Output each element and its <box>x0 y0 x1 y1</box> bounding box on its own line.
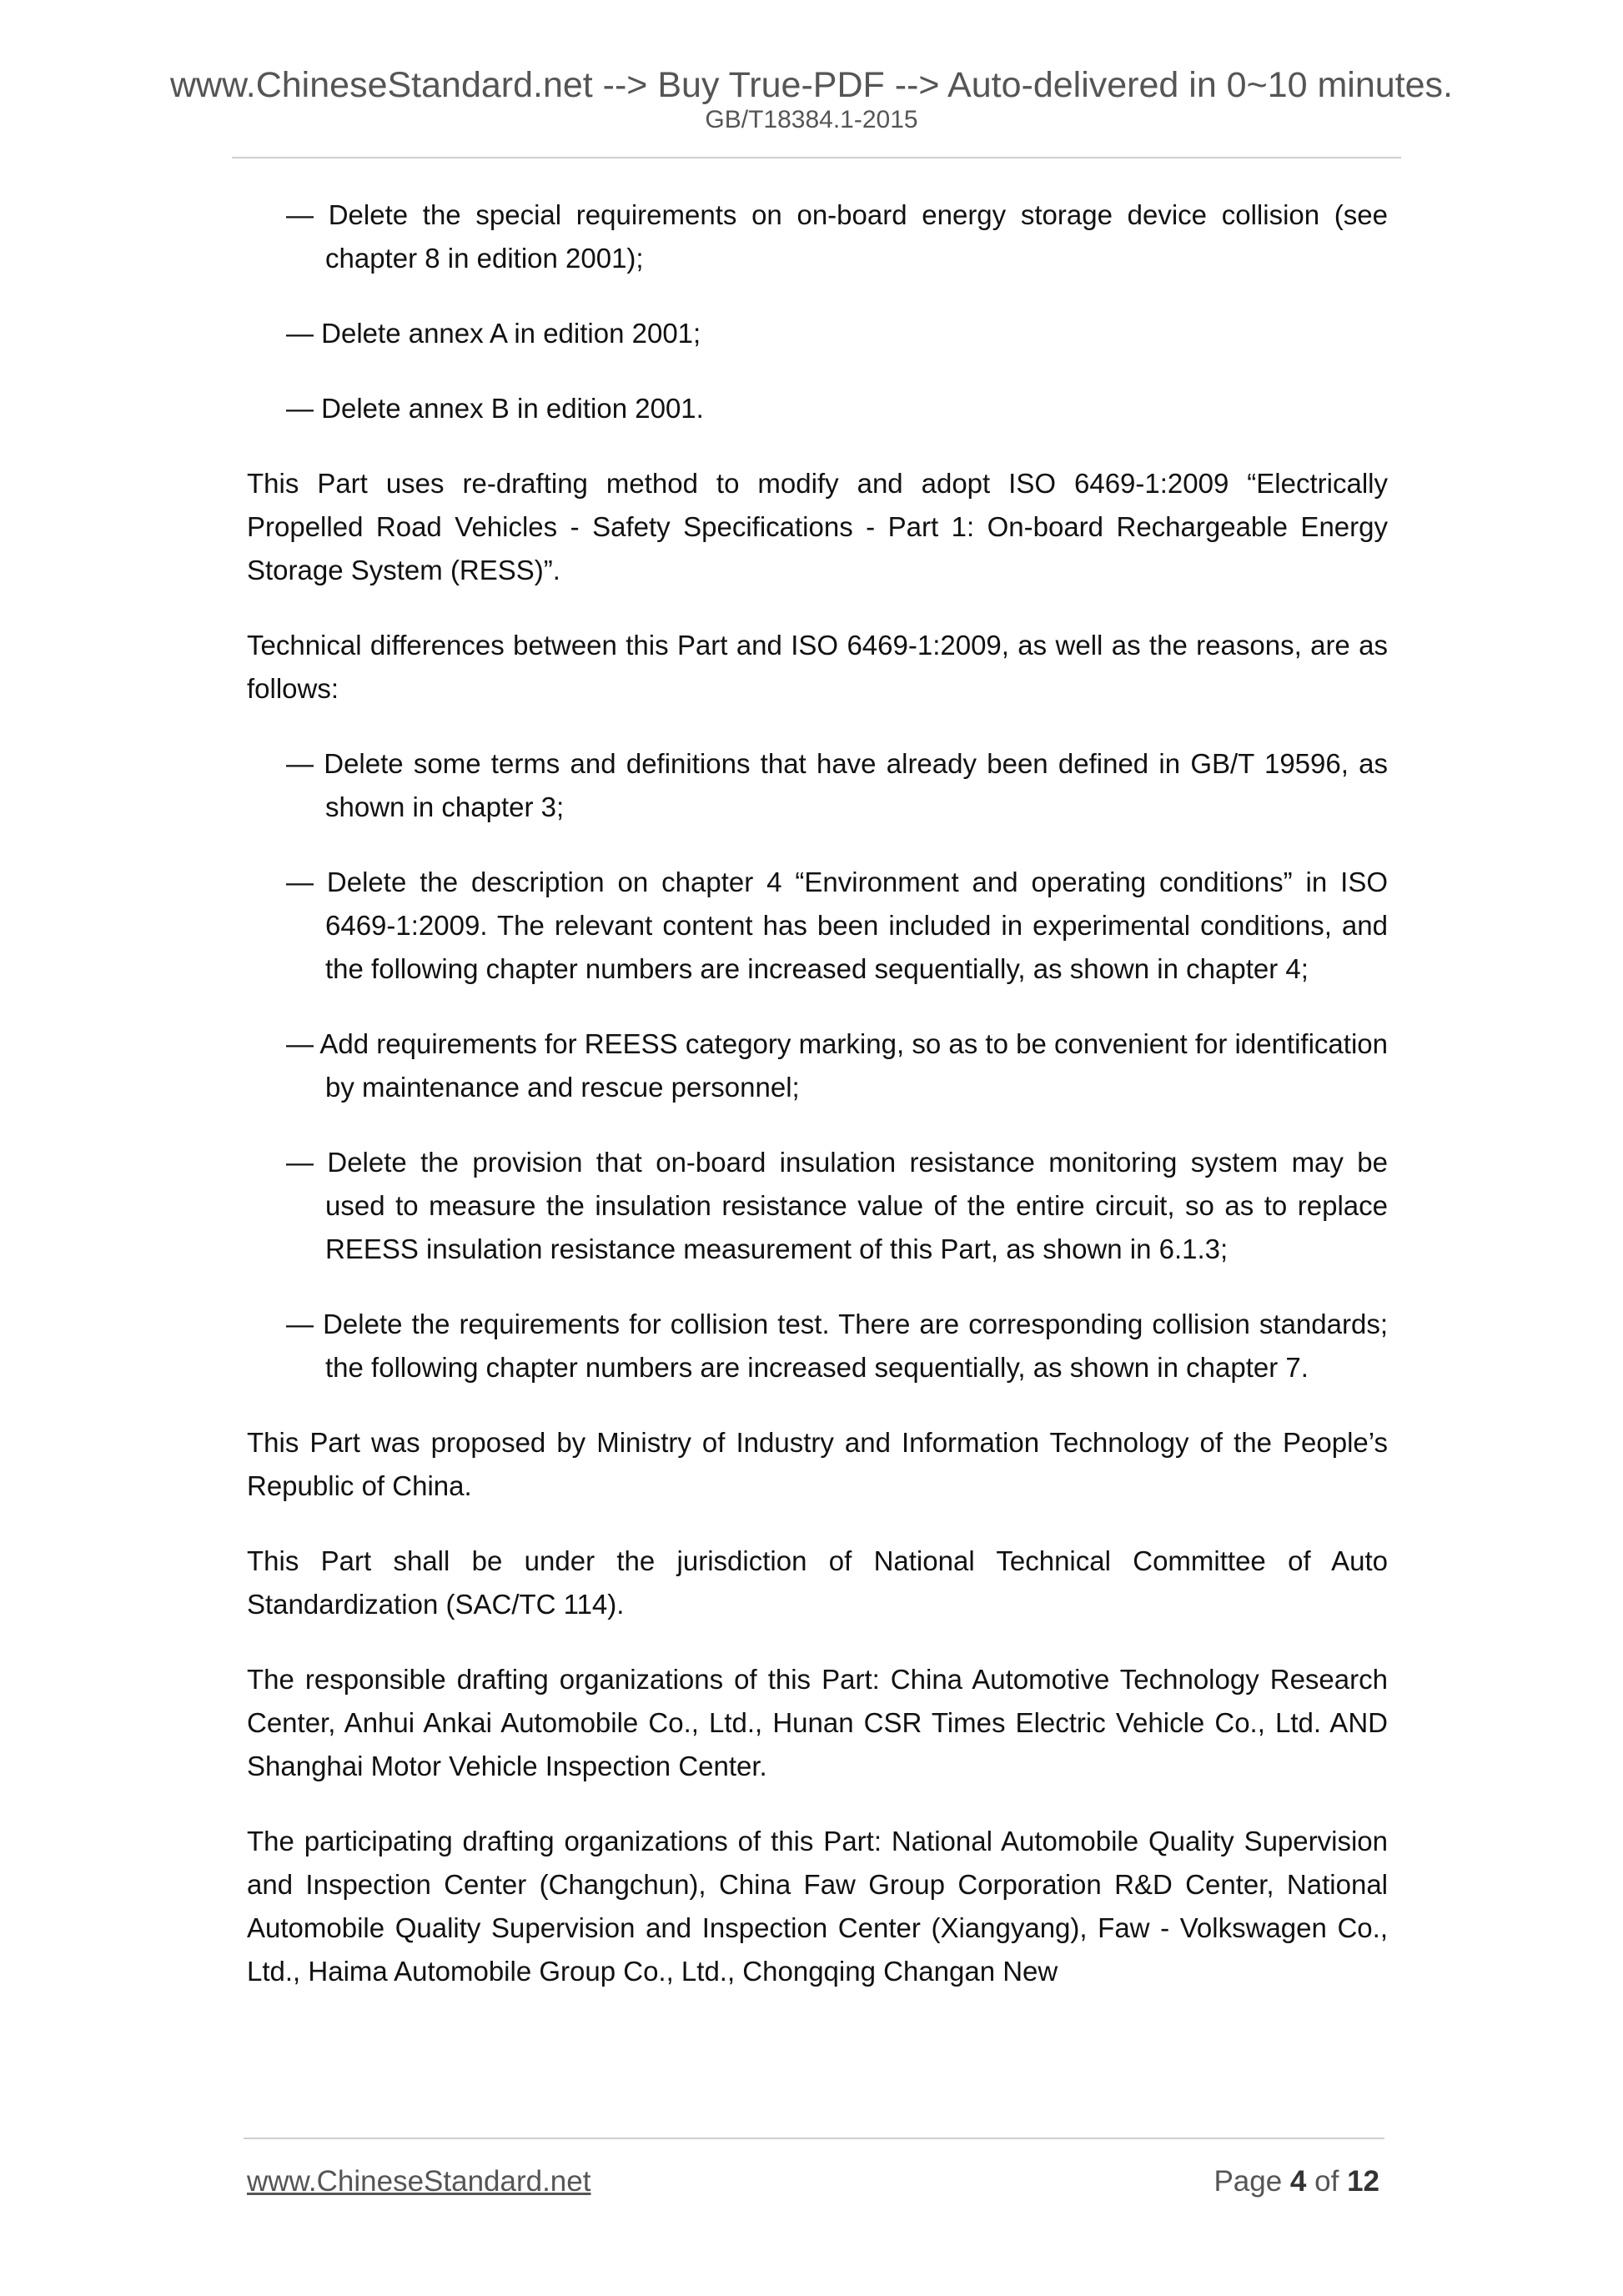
paragraph-participating: The participating drafting organizations of this Part: National Automobile Quality Supervision and Inspection Center (Changchun), China Faw Group Corporation R&D Center, National Automobile Quality Supervision and Inspection Center (Xiangyang), Faw - Volkswagen Co., Ltd., Haima Automobile Group Co., Ltd., Chongqing Changan New <box>247 1826 1388 1987</box>
footer-site-link[interactable]: www.ChineseStandard.net <box>247 2165 591 2198</box>
page-current: 4 <box>1289 2165 1307 2198</box>
list-item: — Delete the description on chapter 4 “Environment and operating conditions” in ISO 6469-1:2009. The relevant content has been included in experimental conditions, and the following chapter numbers are increased sequentially, as shown in chapter 4; <box>286 867 1388 984</box>
paragraph-adopt: This Part uses re-drafting method to modify and adopt ISO 6469-1:2009 “Electrically Propelled Road Vehicles - Safety Specifications - Part 1: On-board Rechargeable Energy Storage System (RESS)”. <box>247 468 1388 585</box>
list-item: — Delete the requirements for collision test. There are corresponding collision standards; the following chapter numbers are increased sequentially, as shown in chapter 7. <box>286 1309 1388 1383</box>
list-item: — Delete annex A in edition 2001; <box>286 318 701 349</box>
page-total: 12 <box>1347 2165 1379 2198</box>
header-divider <box>232 157 1401 158</box>
list-item: — Delete some terms and definitions that have already been defined in GB/T 19596, as shown in chapter 3; <box>286 748 1388 822</box>
list-item: — Delete the provision that on-board insulation resistance monitoring system may be used to measure the insulation resistance value of the entire circuit, so as to replace REESS insulation resistance measurement of this Part, as shown in 6.1.3; <box>286 1147 1388 1264</box>
list-item: — Delete annex B in edition 2001. <box>286 393 704 424</box>
paragraph-proposed: This Part was proposed by Ministry of Industry and Information Technology of the People’s Republic of China. <box>247 1427 1388 1501</box>
paragraph-jurisdiction: This Part shall be under the jurisdiction of National Technical Committee of Auto Standardization (SAC/TC 114). <box>247 1545 1388 1620</box>
page-prefix: Page <box>1213 2165 1283 2198</box>
doc-id: GB/T18384.1-2015 <box>705 106 918 133</box>
header-banner: www.ChineseStandard.net --> Buy True-PDF --> Auto-delivered in 0~10 minutes. <box>169 65 1453 105</box>
list-item: — Delete the special requirements on on-board energy storage device collision (see chapter 8 in edition 2001); <box>286 199 1388 274</box>
page-number <box>1213 2165 1379 2198</box>
footer-divider <box>244 2138 1384 2139</box>
page-of: of <box>1314 2165 1339 2198</box>
paragraph-differences: Technical differences between this Part and ISO 6469-1:2009, as well as the reasons, are as follows: <box>247 630 1388 704</box>
list-item: — Add requirements for REESS category marking, so as to be convenient for identification by maintenance and rescue personnel; <box>286 1028 1388 1103</box>
paragraph-responsible: The responsible drafting organizations of this Part: China Automotive Technology Research Center, Anhui Ankai Automobile Co., Ltd., Hunan CSR Times Electric Vehicle Co., Ltd. AND Shanghai Motor Vehicle Inspection Center. <box>247 1664 1388 1781</box>
page-body <box>247 193 1388 1993</box>
